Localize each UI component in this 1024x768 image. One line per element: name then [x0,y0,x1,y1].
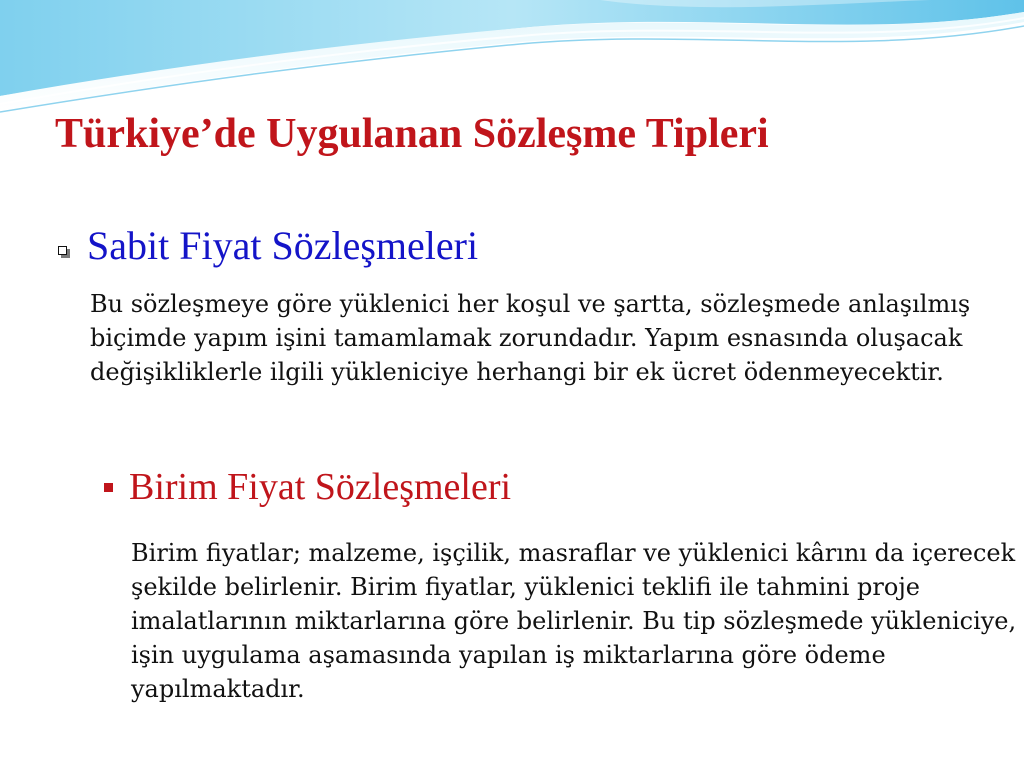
section-heading-unit-price: Birim Fiyat Sözleşmeleri [129,466,512,508]
section-fixed-price [58,222,478,269]
section-body-unit-price: Birim fiyatlar; malzeme, işçilik, masraflar ve yüklenici kârını da içerecek şekilde belirlenir. Birim fiyatlar, yüklenici teklifi ile tahmini proje imalatlarının miktarlarına göre belirlenir. Bu tip sözleşmede yükleniciye, işin uygulama aşamasında yapılan iş miktarlarına göre ödeme yapılmaktadır. [131,539,1017,703]
filled-square-icon [104,483,113,492]
checkbox-square-icon [58,246,71,259]
section-body-fixed-price: Bu sözleşmeye göre yüklenici her koşul ve şartta, sözleşmede anlaşılmış biçimde yapım işini tamamlamak zorundadır. Yapım esnasında oluşacak değişikliklerle ilgili yükleniciye herhangi bir ek ücret ödenmeyecektir. [90,290,971,386]
slide-title: Türkiye’de Uygulanan Sözleşme Tipleri [55,111,769,157]
section-heading-fixed-price: Sabit Fiyat Sözleşmeleri [87,223,479,268]
section-unit-price [104,465,511,509]
